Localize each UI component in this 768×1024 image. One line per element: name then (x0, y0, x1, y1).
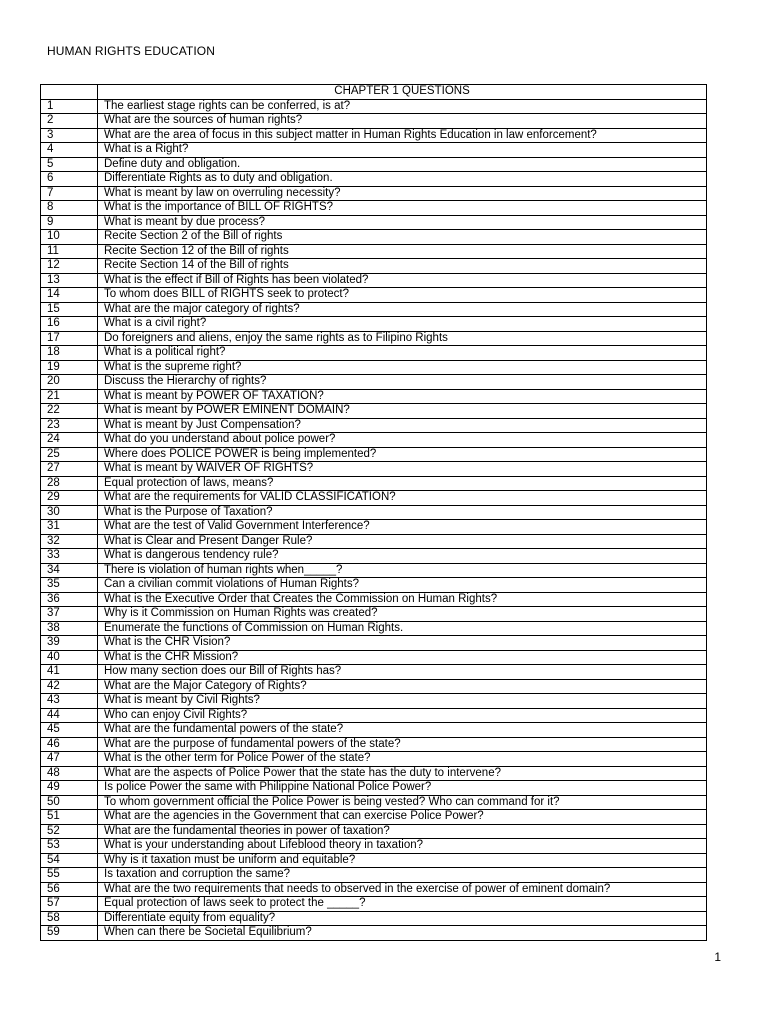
question-text: What is meant by law on overruling necessity? (98, 186, 707, 201)
table-row (41, 491, 707, 506)
table-title: CHAPTER 1 QUESTIONS (98, 85, 707, 100)
question-number: 46 (41, 737, 98, 752)
table-row (41, 737, 707, 752)
question-text: Discuss the Hierarchy of rights? (98, 375, 707, 390)
question-number: 39 (41, 636, 98, 651)
table-row (41, 143, 707, 158)
question-text: When can there be Societal Equilibrium? (98, 926, 707, 941)
question-text: What is meant by WAIVER OF RIGHTS? (98, 462, 707, 477)
question-number: 42 (41, 679, 98, 694)
question-number: 38 (41, 621, 98, 636)
question-text: What are the agencies in the Government that can exercise Police Power? (98, 810, 707, 825)
question-text: Differentiate Rights as to duty and obligation. (98, 172, 707, 187)
question-number: 37 (41, 607, 98, 622)
table-row (41, 708, 707, 723)
table-row (41, 853, 707, 868)
question-text: What is the supreme right? (98, 360, 707, 375)
question-number: 3 (41, 128, 98, 143)
question-number: 45 (41, 723, 98, 738)
table-row (41, 824, 707, 839)
question-text: Why is it taxation must be uniform and equitable? (98, 853, 707, 868)
table-row (41, 592, 707, 607)
table-row (41, 389, 707, 404)
table-row (41, 534, 707, 549)
question-number: 28 (41, 476, 98, 491)
question-text: What are the fundamental powers of the state? (98, 723, 707, 738)
question-text: Where does POLICE POWER is being implemented? (98, 447, 707, 462)
table-row (41, 505, 707, 520)
table-row (41, 215, 707, 230)
table-row (41, 273, 707, 288)
question-text: What is the effect if Bill of Rights has been violated? (98, 273, 707, 288)
question-text: What is the CHR Mission? (98, 650, 707, 665)
question-number: 43 (41, 694, 98, 709)
question-text: What is meant by POWER OF TAXATION? (98, 389, 707, 404)
question-number: 10 (41, 230, 98, 245)
question-number: 41 (41, 665, 98, 680)
table-row (41, 766, 707, 781)
table-body (41, 99, 707, 940)
table-row (41, 752, 707, 767)
table-header-empty-cell (41, 85, 98, 100)
question-number: 19 (41, 360, 98, 375)
question-text: What are the test of Valid Government Interference? (98, 520, 707, 535)
table-row (41, 259, 707, 274)
question-number: 9 (41, 215, 98, 230)
question-text: To whom government official the Police Power is being vested? Who can command for it? (98, 795, 707, 810)
question-number: 34 (41, 563, 98, 578)
question-text: What is the CHR Vision? (98, 636, 707, 651)
question-text: There is violation of human rights when_____? (98, 563, 707, 578)
table-row (41, 99, 707, 114)
question-number: 51 (41, 810, 98, 825)
questions-table (40, 84, 707, 941)
question-number: 6 (41, 172, 98, 187)
question-text: What are the sources of human rights? (98, 114, 707, 129)
table-row (41, 230, 707, 245)
table-row (41, 157, 707, 172)
question-number: 5 (41, 157, 98, 172)
question-text: What are the two requirements that needs to observed in the exercise of power of eminent domain? (98, 882, 707, 897)
table-row (41, 636, 707, 651)
question-number: 48 (41, 766, 98, 781)
question-text: What is the other term for Police Power of the state? (98, 752, 707, 767)
question-text: What is meant by Just Compensation? (98, 418, 707, 433)
question-text: What are the requirements for VALID CLASSIFICATION? (98, 491, 707, 506)
table-row (41, 447, 707, 462)
question-number: 59 (41, 926, 98, 941)
table-row (41, 926, 707, 941)
table-row (41, 897, 707, 912)
table-row (41, 679, 707, 694)
question-text: Is police Power the same with Philippine National Police Power? (98, 781, 707, 796)
question-number: 50 (41, 795, 98, 810)
table-row (41, 781, 707, 796)
question-number: 30 (41, 505, 98, 520)
table-row (41, 723, 707, 738)
table-row (41, 694, 707, 709)
question-number: 47 (41, 752, 98, 767)
question-number: 25 (41, 447, 98, 462)
question-number: 1 (41, 99, 98, 114)
question-number: 14 (41, 288, 98, 303)
table-row (41, 882, 707, 897)
table-row (41, 462, 707, 477)
table-row (41, 621, 707, 636)
table-row (41, 665, 707, 680)
question-number: 32 (41, 534, 98, 549)
question-text: What is the importance of BILL OF RIGHTS? (98, 201, 707, 216)
question-number: 7 (41, 186, 98, 201)
question-number: 2 (41, 114, 98, 129)
question-number: 31 (41, 520, 98, 535)
question-number: 35 (41, 578, 98, 593)
question-text: What are the Major Category of Rights? (98, 679, 707, 694)
question-number: 52 (41, 824, 98, 839)
question-number: 54 (41, 853, 98, 868)
question-number: 55 (41, 868, 98, 883)
table-header-row (41, 85, 707, 100)
question-number: 56 (41, 882, 98, 897)
question-text: Can a civilian commit violations of Human Rights? (98, 578, 707, 593)
question-text: What are the aspects of Police Power that the state has the duty to intervene? (98, 766, 707, 781)
question-text: What are the fundamental theories in power of taxation? (98, 824, 707, 839)
question-number: 23 (41, 418, 98, 433)
table-row (41, 650, 707, 665)
table-row (41, 331, 707, 346)
question-text: What do you understand about police power? (98, 433, 707, 448)
table-row (41, 810, 707, 825)
table-row (41, 317, 707, 332)
question-number: 15 (41, 302, 98, 317)
question-text: Do foreigners and aliens, enjoy the same rights as to Filipino Rights (98, 331, 707, 346)
question-number: 21 (41, 389, 98, 404)
question-number: 58 (41, 911, 98, 926)
question-text: Why is it Commission on Human Rights was created? (98, 607, 707, 622)
question-text: What is a civil right? (98, 317, 707, 332)
question-text: What is meant by POWER EMINENT DOMAIN? (98, 404, 707, 419)
question-text: Who can enjoy Civil Rights? (98, 708, 707, 723)
question-text: What is meant by due process? (98, 215, 707, 230)
question-number: 11 (41, 244, 98, 259)
question-number: 22 (41, 404, 98, 419)
question-text: What are the area of focus in this subject matter in Human Rights Education in law enforcement? (98, 128, 707, 143)
question-text: Enumerate the functions of Commission on Human Rights. (98, 621, 707, 636)
question-number: 4 (41, 143, 98, 158)
document-header: HUMAN RIGHTS EDUCATION (47, 44, 215, 58)
question-text: Define duty and obligation. (98, 157, 707, 172)
question-number: 57 (41, 897, 98, 912)
table-row (41, 839, 707, 854)
table-row (41, 607, 707, 622)
table-row (41, 244, 707, 259)
question-text: What is a political right? (98, 346, 707, 361)
question-text: What is the Purpose of Taxation? (98, 505, 707, 520)
question-number: 12 (41, 259, 98, 274)
question-text: Recite Section 2 of the Bill of rights (98, 230, 707, 245)
table-row (41, 375, 707, 390)
question-number: 33 (41, 549, 98, 564)
table-row (41, 404, 707, 419)
question-number: 49 (41, 781, 98, 796)
table-row (41, 360, 707, 375)
table-row (41, 128, 707, 143)
question-text: What is a Right? (98, 143, 707, 158)
table-row (41, 868, 707, 883)
question-text: What is your understanding about Lifeblood theory in taxation? (98, 839, 707, 854)
table-row (41, 520, 707, 535)
table-row (41, 795, 707, 810)
question-number: 17 (41, 331, 98, 346)
table-row (41, 114, 707, 129)
question-number: 13 (41, 273, 98, 288)
question-number: 24 (41, 433, 98, 448)
table-row (41, 172, 707, 187)
question-number: 40 (41, 650, 98, 665)
question-text: What are the major category of rights? (98, 302, 707, 317)
question-number: 18 (41, 346, 98, 361)
question-text: Is taxation and corruption the same? (98, 868, 707, 883)
question-number: 53 (41, 839, 98, 854)
table-row (41, 549, 707, 564)
page-number: 1 (714, 950, 721, 964)
question-text: Recite Section 12 of the Bill of rights (98, 244, 707, 259)
table-row (41, 418, 707, 433)
question-number: 16 (41, 317, 98, 332)
table-row (41, 911, 707, 926)
question-text: Differentiate equity from equality? (98, 911, 707, 926)
question-number: 29 (41, 491, 98, 506)
question-text: The earliest stage rights can be conferred, is at? (98, 99, 707, 114)
question-number: 36 (41, 592, 98, 607)
question-text: What is dangerous tendency rule? (98, 549, 707, 564)
question-number: 8 (41, 201, 98, 216)
table-row (41, 201, 707, 216)
question-text: To whom does BILL of RIGHTS seek to protect? (98, 288, 707, 303)
question-text: What is meant by Civil Rights? (98, 694, 707, 709)
question-text: What are the purpose of fundamental powers of the state? (98, 737, 707, 752)
question-text: Recite Section 14 of the Bill of rights (98, 259, 707, 274)
table-row (41, 346, 707, 361)
question-text: Equal protection of laws seek to protect the _____? (98, 897, 707, 912)
question-text: What is the Executive Order that Creates the Commission on Human Rights? (98, 592, 707, 607)
question-text: Equal protection of laws, means? (98, 476, 707, 491)
question-number: 44 (41, 708, 98, 723)
table-row (41, 476, 707, 491)
table-row (41, 578, 707, 593)
table-row (41, 563, 707, 578)
question-number: 20 (41, 375, 98, 390)
table-row (41, 302, 707, 317)
table-row (41, 288, 707, 303)
question-number: 27 (41, 462, 98, 477)
question-text: How many section does our Bill of Rights has? (98, 665, 707, 680)
question-text: What is Clear and Present Danger Rule? (98, 534, 707, 549)
table-row (41, 433, 707, 448)
table-row (41, 186, 707, 201)
